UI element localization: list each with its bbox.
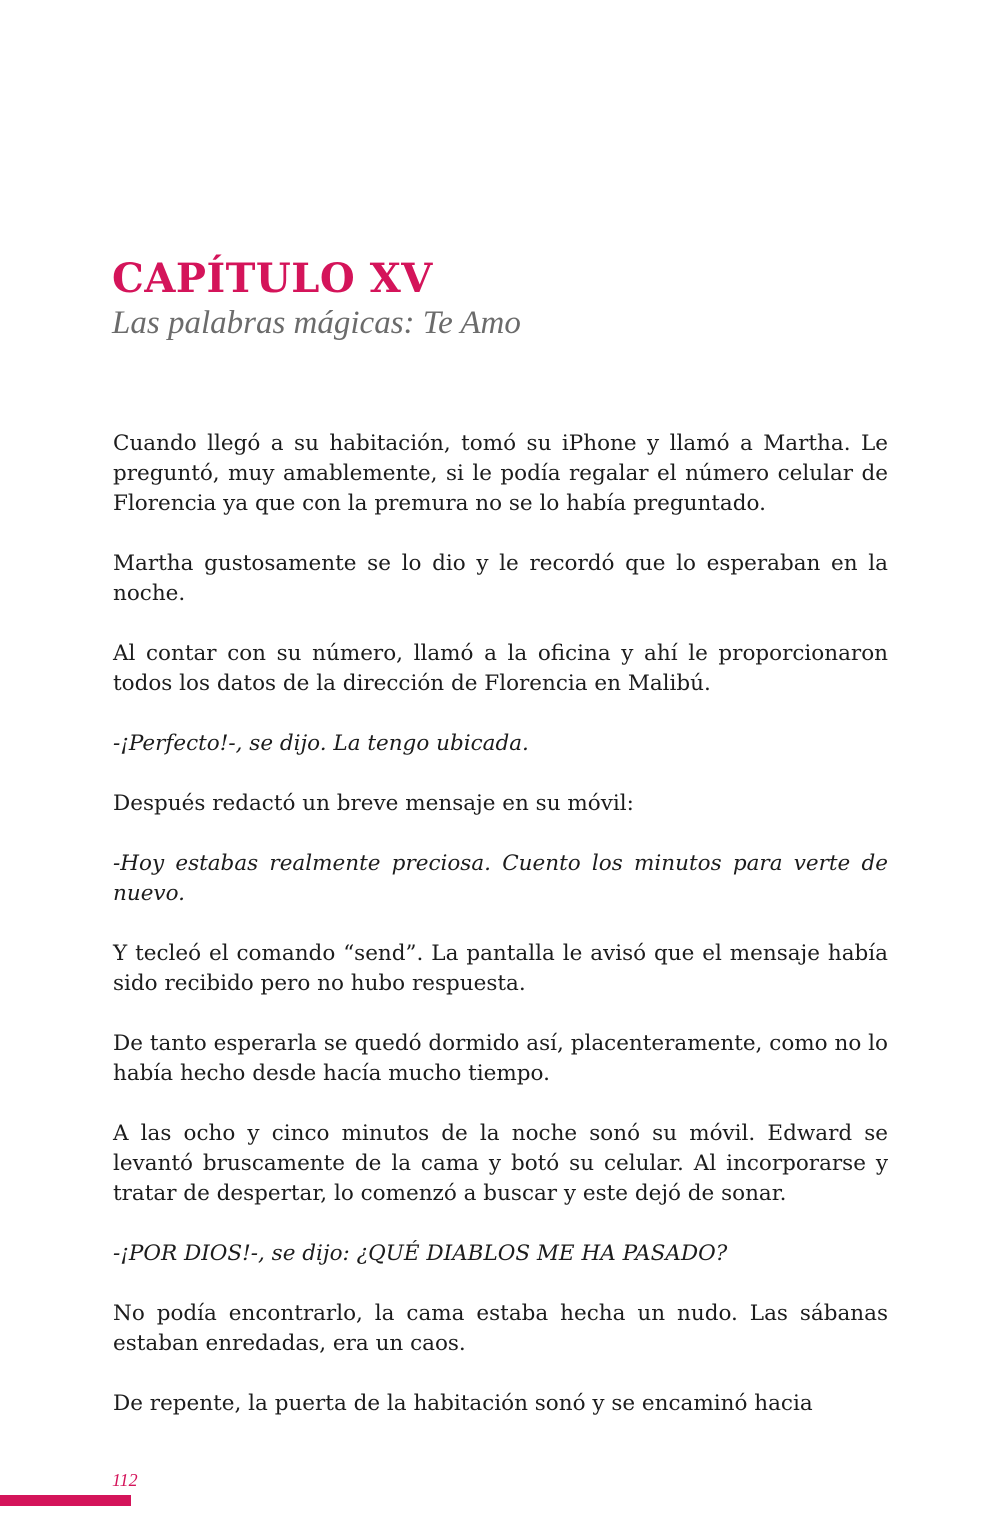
paragraph: Martha gustosamente se lo dio y le recordó que lo esperaban en la noche. — [113, 551, 888, 606]
chapter-subtitle: Las palabras mágicas: Te Amo — [112, 305, 521, 341]
paragraph: No podía encontrarlo, la cama estaba hecha un nudo. Las sábanas estaban enredadas, era un caos. — [113, 1301, 888, 1356]
paragraph: Cuando llegó a su habitación, tomó su iPhone y llamó a Martha. Le preguntó, muy amablemente, si le podía regalar el número celular de Florencia ya que con la premura no se lo había preguntado. — [113, 431, 888, 516]
paragraph: A las ocho y cinco minutos de la noche sonó su móvil. Edward se levantó bruscamente de la cama y botó su celular. Al incorporarse y tratar de despertar, lo comenzó a buscar y este dejó de sonar. — [113, 1121, 888, 1206]
paragraph: Y tecleó el comando “send”. La pantalla le avisó que el mensaje había sido recibido pero no hubo respuesta. — [113, 941, 888, 996]
page-number: 112 — [112, 1470, 138, 1490]
paragraph: Al contar con su número, llamó a la oficina y ahí le proporcionaron todos los datos de la dirección de Florencia en Malibú. — [113, 641, 888, 696]
paragraph: Después redactó un breve mensaje en su móvil: — [113, 791, 634, 816]
body-text — [113, 429, 888, 1449]
footer-accent-bar — [0, 1495, 131, 1506]
chapter-title: CAPÍTULO XV — [112, 255, 433, 302]
paragraph: De tanto esperarla se quedó dormido así, placenteramente, como no lo había hecho desde hacía mucho tiempo. — [113, 1031, 888, 1086]
paragraph-italic: -¡Perfecto!-, se dijo. La tengo ubicada. — [113, 731, 529, 756]
paragraph-italic: -Hoy estabas realmente preciosa. Cuento los minutos para verte de nuevo. — [113, 851, 888, 906]
paragraph-italic: -¡POR DIOS!-, se dijo: ¿QUÉ DIABLOS ME HA PASADO? — [113, 1241, 728, 1266]
paragraph: De repente, la puerta de la habitación sonó y se encaminó hacia — [113, 1391, 813, 1416]
